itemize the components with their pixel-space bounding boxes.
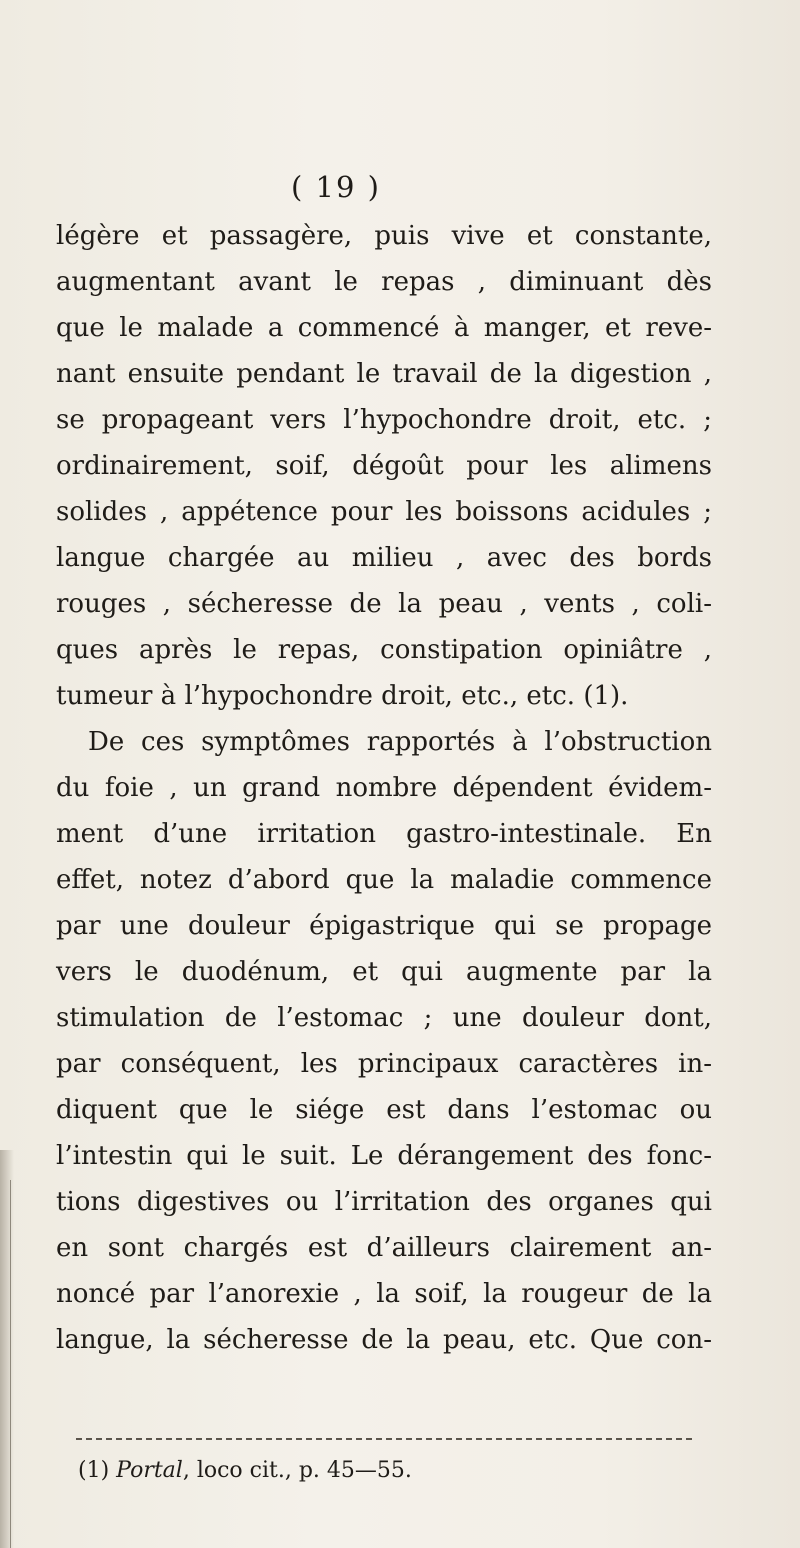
binding-shadow xyxy=(0,1150,14,1548)
text-line: langue chargée au milieu , avec des bords xyxy=(56,543,712,573)
text-line: diquent que le siége est dans l’estomac ou xyxy=(56,1095,712,1125)
text-line: ment d’une irritation gastro-intestinale. En xyxy=(56,819,712,849)
footnote-author: Portal xyxy=(116,1458,183,1483)
page-edge-line xyxy=(10,1180,11,1548)
text-line: tumeur à l’hypochondre droit, etc., etc. (1). xyxy=(56,681,629,711)
text-line: vers le duodénum, et qui augmente par la xyxy=(56,957,712,987)
text-line: ordinairement, soif, dégoût pour les alimens xyxy=(56,451,712,481)
text-line: langue, la sécheresse de la peau, etc. Que con- xyxy=(56,1325,712,1355)
text-line: du foie , un grand nombre dépendent évidem- xyxy=(56,773,712,803)
text-line: légère et passagère, puis vive et constante, xyxy=(56,221,712,251)
text-line: que le malade a commencé à manger, et reve- xyxy=(56,313,712,343)
footnote-citation: , loco cit., p. 45—55. xyxy=(182,1458,412,1483)
footnote-marker: (1) xyxy=(78,1458,110,1483)
text-line: en sont chargés est d’ailleurs clairement an- xyxy=(56,1233,712,1263)
text-line: se propageant vers l’hypochondre droit, etc. ; xyxy=(56,405,712,435)
footnote-divider xyxy=(76,1438,692,1440)
text-line: rouges , sécheresse de la peau , vents , coli- xyxy=(56,589,712,619)
text-line: effet, notez d’abord que la maladie commence xyxy=(56,865,712,895)
text-line: nant ensuite pendant le travail de la digestion , xyxy=(56,359,712,389)
text-line: ques après le repas, constipation opiniâtre , xyxy=(56,635,712,665)
text-line: noncé par l’anorexie , la soif, la rougeur de la xyxy=(56,1279,712,1309)
text-line: stimulation de l’estomac ; une douleur dont, xyxy=(56,1003,712,1033)
footnote xyxy=(78,1458,412,1483)
text-line: par une douleur épigastrique qui se propage xyxy=(56,911,712,941)
text-line: augmentant avant le repas , diminuant dès xyxy=(56,267,712,297)
text-line: solides , appétence pour les boissons acidules ; xyxy=(56,497,712,527)
text-line: par conséquent, les principaux caractères in- xyxy=(56,1049,712,1079)
text-line: De ces symptômes rapportés à l’obstruction xyxy=(88,727,712,757)
text-line: l’intestin qui le suit. Le dérangement des fonc- xyxy=(56,1141,712,1171)
text-line: tions digestives ou l’irritation des organes qui xyxy=(56,1187,712,1217)
body-text xyxy=(56,213,712,1363)
page-number: ( 19 ) xyxy=(291,170,381,204)
